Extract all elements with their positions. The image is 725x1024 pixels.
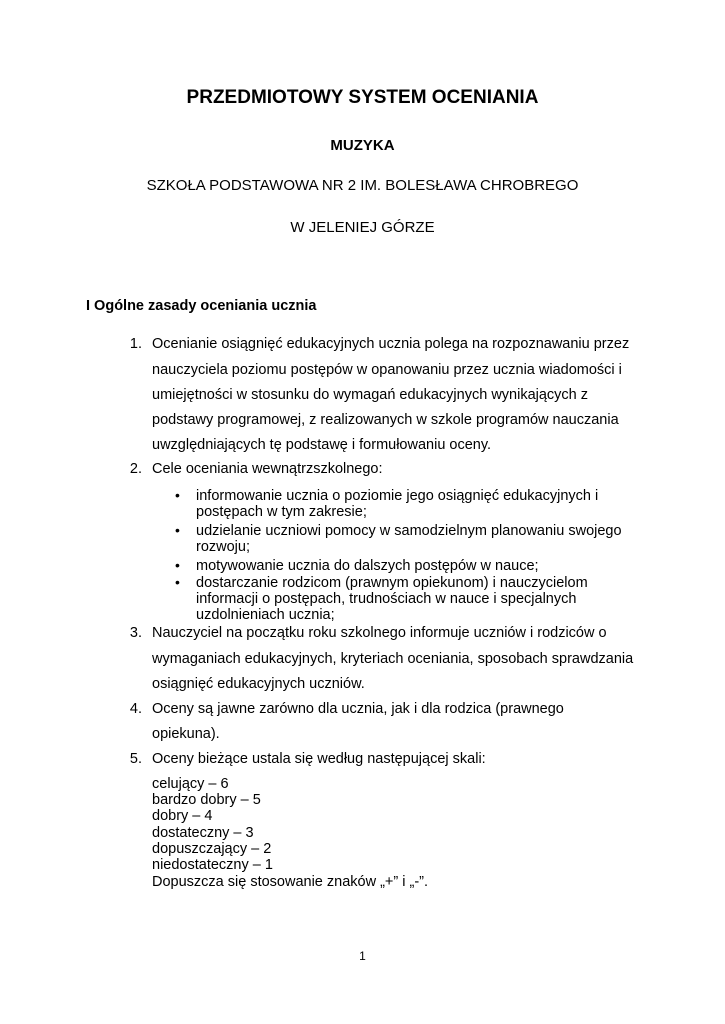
paragraph-line: Ocenianie osiągnięć edukacyjnych ucznia polega na rozpoznawaniu przez [152, 336, 630, 352]
grade-scale-line: bardzo dobry – 5 [152, 792, 261, 808]
list-number: 5. [129, 751, 142, 767]
grade-scale-line: dostateczny – 3 [152, 825, 254, 841]
bullet-icon: • [175, 522, 180, 538]
paragraph-line: Cele oceniania wewnątrzszkolnego: [152, 461, 383, 477]
list-number: 4. [129, 701, 142, 717]
grade-scale-line: dobry – 4 [152, 808, 213, 824]
paragraph-line: Oceny bieżące ustala się według następującej skali: [152, 751, 486, 767]
list-number: 2. [129, 461, 142, 477]
bullet-line: dostarczanie rodzicom (prawnym opiekunom) i nauczycielom [196, 575, 588, 591]
bullet-line: udzielanie uczniowi pomocy w samodzielnym planowaniu swojego [196, 523, 622, 539]
section-heading: I Ogólne zasady oceniania ucznia [86, 298, 317, 314]
paragraph-line: podstawy programowej, z realizowanych w szkole programów nauczania [152, 412, 619, 428]
paragraph-line: Nauczyciel na początku roku szkolnego informuje uczniów i rodziców o [152, 625, 607, 641]
paragraph-line: umiejętności w stosunku do wymagań edukacyjnych wynikających z [152, 387, 589, 403]
bullet-icon: • [175, 574, 180, 590]
grade-scale-note: Dopuszcza się stosowanie znaków „+” i „-”. [152, 874, 429, 890]
bullet-line: postępach w tym zakresie; [196, 504, 367, 520]
paragraph-line: wymaganiach edukacyjnych, kryteriach oceniania, sposobach sprawdzania [152, 651, 634, 667]
list-number: 1. [129, 336, 142, 352]
paragraph-line: nauczyciela poziomu postępów w opanowaniu przez ucznia wiadomości i [152, 362, 622, 378]
subject-title: MUZYKA [330, 137, 395, 154]
bullet-line: informowanie ucznia o poziomie jego osiągnięć edukacyjnych i [196, 488, 599, 504]
grade-scale-line: celujący – 6 [152, 776, 229, 792]
bullet-icon: • [175, 487, 180, 503]
page-number: 1 [359, 949, 366, 963]
grade-scale-line: niedostateczny – 1 [152, 857, 273, 873]
bullet-line: motywowanie ucznia do dalszych postępów w nauce; [196, 558, 539, 574]
bullet-icon: • [175, 557, 180, 573]
grade-scale-line: dopuszczający – 2 [152, 841, 272, 857]
paragraph-line: osiągnięć edukacyjnych uczniów. [152, 676, 365, 692]
list-number: 3. [129, 625, 142, 641]
paragraph-line: Oceny są jawne zarówno dla ucznia, jak i dla rodzica (prawnego [152, 701, 564, 717]
paragraph-line: uwzględniających tę podstawę i formułowaniu oceny. [152, 437, 492, 453]
bullet-line: informacji o postępach, trudnościach w nauce i specjalnych [196, 591, 577, 607]
school-name: SZKOŁA PODSTAWOWA NR 2 IM. BOLESŁAWA CHROBREGO [146, 177, 579, 194]
bullet-line: uzdolnieniach ucznia; [196, 607, 335, 623]
page-title: PRZEDMIOTOWY SYSTEM OCENIANIA [186, 87, 539, 108]
paragraph-line: opiekuna). [152, 726, 220, 742]
bullet-line: rozwoju; [196, 539, 250, 555]
city-name: W JELENIEJ GÓRZE [290, 219, 435, 236]
